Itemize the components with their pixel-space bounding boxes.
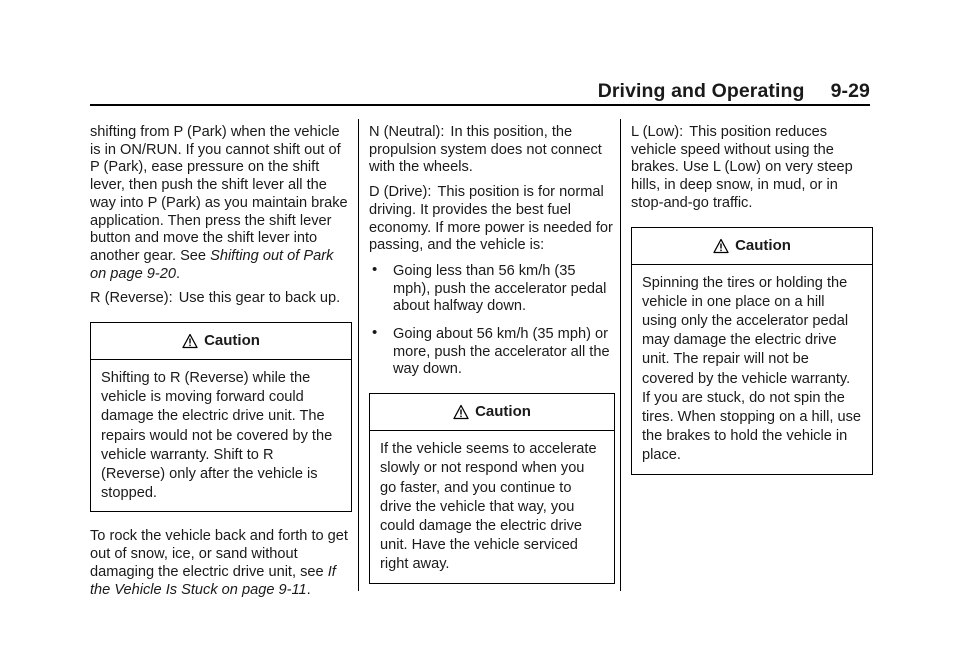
caution-box-drive xyxy=(369,393,615,583)
warning-triangle-icon xyxy=(453,404,469,420)
drive-term: D (Drive): xyxy=(369,184,432,201)
neutral-text: In this position, the propulsion system does not connect with the wheels. xyxy=(369,124,602,176)
bullet-dot-icon: • xyxy=(372,260,378,278)
section-title: Driving and Operating xyxy=(597,80,805,102)
page-number: 9-29 xyxy=(830,80,870,102)
caution-header xyxy=(370,394,614,431)
paragraph-end: . xyxy=(176,265,181,282)
low-text: This position reduces vehicle speed without using the brakes. Use L (Low) on very steep hills, in deep snow, in mud, or in stop-and-go traffic. xyxy=(631,124,853,211)
caution-box-reverse xyxy=(90,322,352,512)
list-item xyxy=(369,326,615,379)
column-divider-2 xyxy=(620,119,621,591)
drive-text: This position is for normal driving. It provides the best fuel economy. If more power is needed for passing, and the vehicle is: xyxy=(369,184,613,254)
paragraph-text: To rock the vehicle back and forth to get out of snow, ice, or sand without damaging the electric drive unit, see xyxy=(90,528,348,580)
paragraph-end: . xyxy=(306,581,311,598)
caution-text: If the vehicle seems to accelerate slowly or not respond when you go faster, and you continue to drive the vehicle that way, you could damage the electric drive unit. Have the vehicle serviced right away. xyxy=(380,441,597,573)
header-text xyxy=(598,80,870,103)
column-3 xyxy=(631,124,873,491)
caution-title: Caution xyxy=(735,236,791,254)
shift-park-paragraph xyxy=(90,124,352,283)
column-2 xyxy=(369,124,615,600)
caution-header xyxy=(91,323,351,360)
cross-reference-link[interactable]: If the Vehicle Is Stuck on page 9-11 xyxy=(90,563,336,598)
warning-triangle-icon xyxy=(182,333,198,349)
bullet-dot-icon: • xyxy=(372,324,378,342)
paragraph-text: shifting from P (Park) when the vehicle is in ON/RUN. If you cannot shift out of P (Park), ease pressure on the shift lever, then push the shift lever all the way into P (Park) as you maintain brake application. Then press the shift lever button and move the shift lever into another gear. See xyxy=(90,124,348,264)
drive-paragraph xyxy=(369,184,615,255)
column-1 xyxy=(90,124,352,606)
neutral-term: N (Neutral): xyxy=(369,124,445,140)
column-divider-1 xyxy=(358,119,359,591)
page-header xyxy=(90,76,870,106)
warning-triangle-icon xyxy=(713,238,729,254)
caution-text: Shifting to R (Reverse) while the vehicle is moving forward could damage the electric drive unit. The repairs would not be covered by the vehicle warranty. Shift to R (Reverse) only after the vehicle is stopped. xyxy=(101,370,333,502)
neutral-paragraph xyxy=(369,124,615,177)
caution-box-low xyxy=(631,227,873,475)
reverse-text: Use this gear to back up. xyxy=(178,290,341,307)
caution-header xyxy=(632,228,872,265)
rock-vehicle-paragraph xyxy=(90,528,352,599)
low-term: L (Low): xyxy=(631,124,684,140)
list-item-text: Going less than 56 km/h (35 mph), push the accelerator pedal about halfway down. xyxy=(393,262,607,315)
cross-reference-link[interactable]: Shifting out of Park on page 9-20 xyxy=(90,247,334,282)
low-paragraph xyxy=(631,124,873,213)
caution-text: Spinning the tires or holding the vehicle in one place on a hill using only the accelerator pedal may damage the electric drive unit. The repair will not be covered by the vehicle warranty. If you are stuck, do not spin the tires. When stopping on a hill, use the brakes to hold the vehicle in place. xyxy=(642,274,862,464)
list-item-text: Going about 56 km/h (35 mph) or more, push the accelerator all the way down. xyxy=(393,326,610,378)
reverse-term: R (Reverse): xyxy=(90,290,173,307)
list-item xyxy=(369,260,615,316)
drive-bullet-list xyxy=(369,260,615,379)
reverse-paragraph xyxy=(90,290,352,308)
caution-title: Caution xyxy=(475,403,531,421)
caution-title: Caution xyxy=(204,332,260,350)
